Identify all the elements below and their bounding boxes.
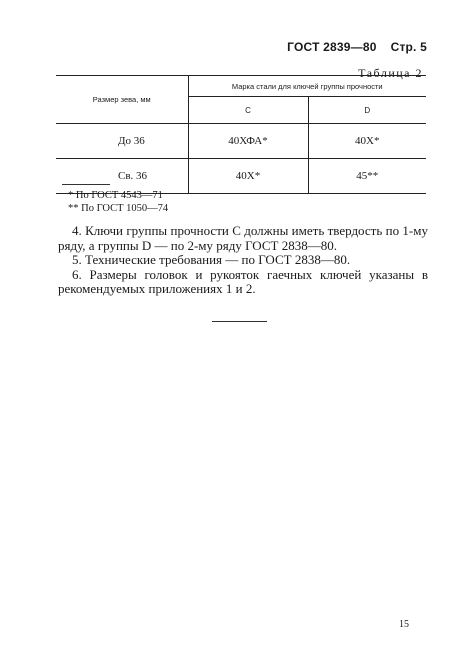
footnote-1: * По ГОСТ 4543—71 [68,190,163,201]
row-c-cell: 40ХФА* [188,124,308,159]
paragraph-5: 5. Технические требования — по ГОСТ 2838—80. [72,252,351,267]
page-header [287,40,427,54]
page-number: 15 [399,619,409,630]
header-cell-d: D [308,97,426,124]
body-text [58,224,428,297]
paragraph-6: 6. Размеры головок и рукояток гаечных ключей указаны в рекомендуемых приложениях 1 и 2. [58,266,428,296]
footnotes [68,189,168,215]
row-size-cell: Св. 36 [56,159,188,194]
paragraph-4: 4. Ключи группы прочности C должны иметь твердость по 1-му ряду, а группы D — по 2-му ряду ГОСТ 2838—80. [58,223,428,253]
row-c-cell: 40Х* [188,159,308,194]
footnote-divider [62,184,110,185]
row-d-cell: 40Х* [308,124,426,159]
row-d-cell: 45** [308,159,426,194]
page-label: Стр. 5 [390,40,427,54]
footnote-2: ** По ГОСТ 1050—74 [68,203,169,214]
header-cell-group: Марка стали для ключей группы прочности [188,76,426,97]
table-caption: Таблица 2 [358,66,423,80]
end-divider [212,321,267,322]
table-row [56,124,426,159]
header-cell-size: Размер зева, мм [56,76,188,124]
steel-grade-table [56,75,426,194]
standard-code: ГОСТ 2839—80 [287,40,377,54]
header-cell-c: C [188,97,308,124]
row-size-cell: До 36 [56,124,188,159]
